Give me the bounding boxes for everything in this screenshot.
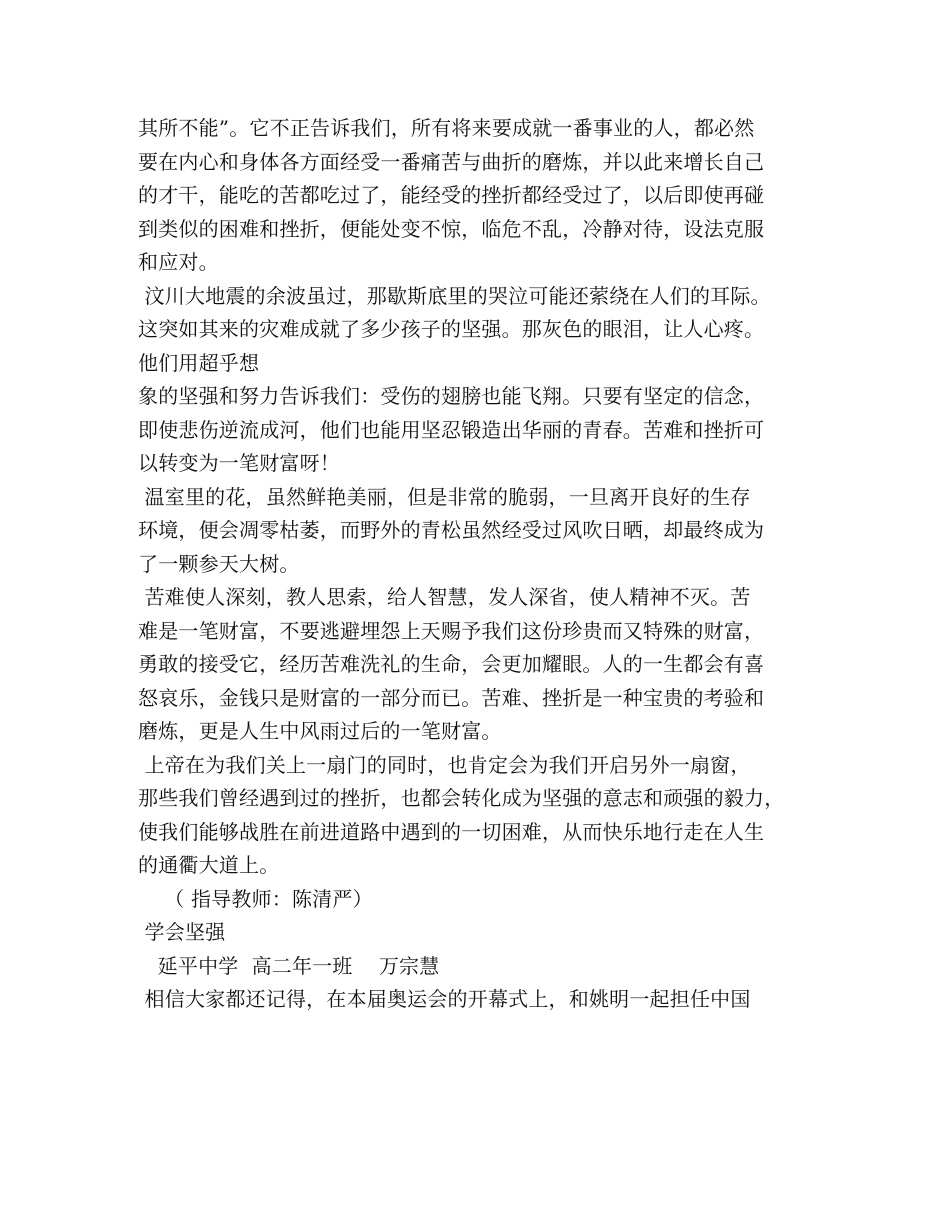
text-line: 勇敢的接受它，经历苦难洗礼的生命，会更加耀眼。人的一生都会有喜	[138, 652, 765, 676]
teacher-credit: （ 指导教师：陈清严）	[138, 886, 373, 911]
text-line: 要在内心和身体各方面经受一番痛苦与曲折的磨炼，并以此来增长自己	[138, 149, 765, 174]
text-line: 汶川大地震的余波虽过，那歇斯底里的哭泣可能还萦绕在人们的耳际。	[138, 283, 771, 308]
text-line: 怒哀乐，金钱只是财富的一部分而已。苦难、挫折是一种宝贵的考验和	[138, 685, 765, 710]
text-line: 其所不能”。它不正告诉我们，所有将来要成就一番事业的人，都必然	[138, 116, 755, 140]
author-line: 延平中学 高二年一班 万宗慧	[138, 953, 440, 978]
text-line: 磨炼，更是人生中风雨过后的一笔财富。	[138, 719, 502, 743]
text-line: 使我们能够战胜在前进道路中遇到的一切困难，从而快乐地行走在人生	[138, 819, 765, 844]
text-line: 难是一笔财富，不要逃避埋怨上天赐予我们这份珍贵而又特殊的财富，	[138, 618, 765, 643]
document-text	[138, 112, 828, 1017]
text-line: 了一颗参天大树。	[138, 551, 300, 576]
text-line: 环境，便会凋零枯萎，而野外的青松虽然经受过风吹日晒，却最终成为	[138, 518, 765, 542]
text-line: 相信大家都还记得，在本届奥运会的开幕式上，和姚明一起担任中国	[138, 987, 751, 1011]
text-line: 上帝在为我们关上一扇门的同时，也肯定会为我们开启另外一扇窗，	[138, 752, 751, 777]
text-line: 的通衢大道上。	[138, 853, 280, 877]
text-line: 那些我们曾经遇到过的挫折，也都会转化成为坚强的意志和顽强的毅力，	[138, 786, 785, 810]
text-line: 和应对。	[138, 250, 219, 274]
text-line: 即使悲伤逆流成河，他们也能用坚忍锻造出华丽的青春。苦难和挫折可	[138, 417, 765, 442]
text-line: 他们用超乎想	[138, 350, 260, 375]
article-title: 学会坚强	[138, 920, 226, 944]
text-line: 苦难使人深刻，教人思索，给人智慧，发人深省，使人精神不灭。苦	[138, 585, 751, 609]
text-line: 这突如其来的灾难成就了多少孩子的坚强。那灰色的眼泪，让人心疼。	[138, 317, 765, 341]
text-line: 象的坚强和努力告诉我们：受伤的翅膀也能飞翔。只要有坚定的信念，	[138, 384, 765, 408]
text-line: 以转变为一笔财富呀！	[138, 451, 340, 475]
text-line: 温室里的花，虽然鲜艳美丽，但是非常的脆弱，一旦离开良好的生存	[138, 484, 751, 509]
text-line: 的才干，能吃的苦都吃过了，能经受的挫折都经受过了，以后即使再碰	[138, 183, 765, 207]
text-line: 到类似的困难和挫折，便能处变不惊，临危不乱，冷静对待，设法克服	[138, 216, 765, 241]
